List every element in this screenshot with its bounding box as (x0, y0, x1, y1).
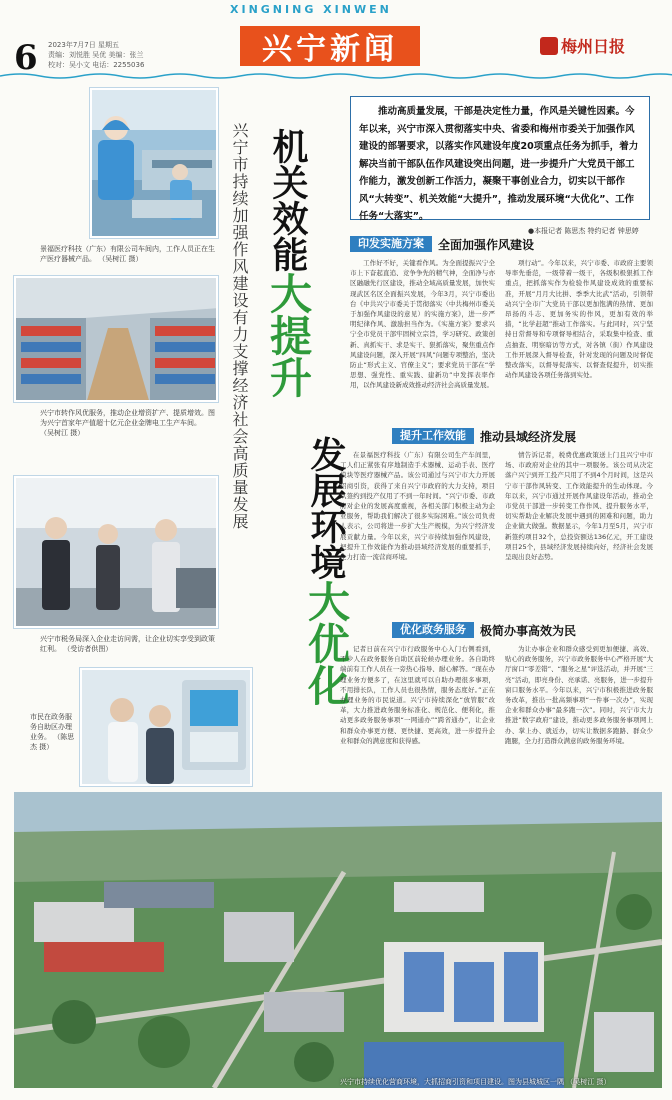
section-2-col-2: 情告诉记者，税费优惠政策送上门且兴宁中市场、市政府对企业的其中一项服务。该公司从决定落户兴宁到开工投产只用了不到4个月时间，这是兴宁市干部作风转变、工作效能提升的生动体现。今年以来，兴宁市通过开展作风建设年活动，推动全市党员干部进一步转变工作作风、提升服务水平，切实帮助企业解决发展中遇到的困难和问题，助力企业做大做强。数据显示，今年1月至5月，兴宁市新签约项目32个，总投资额达136亿元，开工建设项目25个，县域经济发展持续向好，经济社会发展呈现出良好态势。 (505, 451, 653, 562)
section-1-col-1: 工作好不好，关键看作风。为全面提振兴宁全市上下奋起直追、竞争争先的精气神，全面净与亦区融融先行区建设，推动全域高质量发展，加快实现武区名区全面振兴发展，今年3月，兴宁市委出台《中共兴宁市委关于贯彻落实（中共梅州市委关于加强作风建设的意见）的实施方案》，进一步严明纪律作风、激励担当作为。《实施方案》要求兴宁全市党员干部牢固树立宗旨，学习研究、政策创新、真抓实干、求是实干、狠抓落实，聚焦重点作风建设问题，深入开展“四风”问题专项整治，坚决防止“形式主义、官僚主义”；要求党员干部在“学思想、强党性、重实践、建新功”中发挥表率作用，以作风建设新成效推动经济社会高质量发展。 (350, 259, 495, 390)
section-1-tag: 印发实施方案 (350, 236, 432, 252)
section-1-header (350, 236, 534, 252)
masthead-wave-divider (0, 72, 672, 80)
photo-medical-factory (90, 88, 218, 238)
photo-aerial-city (14, 792, 662, 1088)
headline-part-1-b: 大提升 (264, 272, 313, 398)
section-1-title: 全面加强作风建设 (438, 237, 535, 252)
section-3-col-2: 为让办事企业和群众感受到更加便捷、高效、贴心的政务服务，兴宁市政务服务中心严格开展“大厅窗口“零差错”、“服务之星”评选活动，并开展“三亮”活动，即亮身份、亮承诺、亮服务，进一步提升窗口服务水平。今年以来，兴宁市积极推进政务服务改革，推出一批高频事项“一件事一次办”，实现企业和群众办事“最多跑一次”。同时，兴宁市大力推进“数字政府”建设，推动更多政务服务事项网上办、掌上办、就近办，切实让数据多跑路、群众少跑腿，全力打造群众满意的政务服务环境。 (505, 645, 653, 745)
byline: ●本报记者 陈思杰 特约记者 钟思婷 (528, 227, 639, 235)
section-2-tag: 提升工作效能 (392, 428, 474, 444)
section-3-header (392, 622, 576, 638)
photo-self-service (80, 668, 252, 786)
section-2-title: 推动县域经济发展 (480, 429, 577, 444)
headline-part-1-a: 机关效能 (267, 128, 309, 272)
page-meta (48, 40, 144, 70)
section-3-col-1: 记者日前在兴宁市行政服务中心入门右侧看到，不少人在政务服务自助区前轮候办理业务。各自助终端前有工作人员在一旁热心指导、耐心解答。“现在办理业务方便多了，在这里就可以自助办理很多事项，不用排长队，工作人员也很热情，服务态度好。”正在办理业务的市民说道。兴宁市持续深化“放管服”改革，大力推进政务服务标准化、规范化、便利化，推动更多政务服务事项“一网通办”“跨省通办”，让企业和群众办事更方便、更快捷、更高效，进一步提升企业和群众的满意度和获得感。 (340, 645, 495, 745)
headline-part-2-a: 发展环境 (305, 436, 347, 580)
photo-warehouse (14, 276, 218, 402)
intro-box: 推动高质量发展，干部是决定性力量，作风是关键性因素。今年以来，兴宁市深入贯彻落实中央、省委和梅州市委关于加强作风建设的部署要求，以落实作风建设年度20项重点任务为抓手，着力解决当前干部队伍作风建设突出问题，进一步提升广大党员干部工作能力，激发创新工作活力，凝聚干事创业合力，切实以干部作风“大转变”、机关效能“大提升”，推动发展环境“大优化”、工作任务“大落实”。 (350, 96, 650, 220)
section-2-col-1: 在景福医疗科技（广东）有限公司生产车间里，工人们正紧张有序地制造手术器械、运动手表、医疗模块等医疗器械产品。该公司通过与兴宁市大力开展招商引资，获得了来自兴宁市政府的大力支持，项目从签约到投产仅用了不到一年时间。“兴宁市委、市政府对企业的发展高度重视，各相关部门积极主动为企业服务，帮助我们解决了很多实际困难。”该公司负责人表示，公司将进一步扩大生产规模，为兴宁经济发展贡献力量。今年以来，兴宁市持续加强作风建设，把提升工作效能作为推动县域经济发展的重要抓手，全力打造一流营商环境。 (340, 451, 495, 562)
pinyin-title: XINGNING XINWEN (230, 3, 392, 16)
meta-editors: 责编：刘悦胜 吴优 美编：张兰 (48, 51, 144, 59)
headline-subtitle: 兴宁市持续加强作风建设有力支撑经济社会高质量发展 (230, 122, 249, 530)
section-1-col-2: 项行动”。今年以来，兴宁市委、市政府主要领导率先垂范，一级带着一级干，各级积极狠抓工作重点，把抓落实作为检验作风建设成效的重要标准，开展“月月大比拼、季季大比武”活动，引领带动兴宁全市广大党员干部以更加饱满的热情、更加昂扬的斗志、更加务实的作风，更加有效的举措，“比学赶超”推动工作落实。与此同时，兴宁坚持日常督导和专项督导相结合，采取集中检查、重点抽查、明察暗访等方式，对各镇（街）作风建设工作开展深入督导检查，针对发现的问题及时督促整改落实，以督导促落实、以督查促提升，切实推动作风建设各项任务落到实处。 (505, 259, 653, 380)
photo-tax-visit (14, 476, 218, 628)
paper-seal-icon (540, 37, 558, 55)
section-2-header (392, 428, 576, 444)
meta-proof: 校对：吴小文 电话：2255036 (48, 61, 145, 69)
headline-part-1 (264, 128, 313, 398)
meta-date: 2023年7月7日 星期五 (48, 41, 119, 49)
paper-logo (540, 34, 625, 57)
section-banner: 兴宁新闻 (240, 26, 420, 66)
masthead (0, 0, 672, 80)
caption-photo-4: 市民在政务服务自助区办理业务。 （陈思杰 摄） (30, 713, 75, 751)
headline-part-2-b: 大优化 (302, 580, 351, 706)
caption-photo-1: 景福医疗科技（广东）有限公司车间内，工作人员正在生产医疗器械产品。 （吴树江 摄） (40, 245, 215, 263)
section-3-title: 极简办事高效为民 (480, 623, 577, 638)
caption-aerial: 兴宁市持续优化营商环境，大抓招商引资和项目建设。图为县城城区一隅 （吴树江 摄） (340, 1078, 611, 1086)
caption-photo-3: 兴宁市税务局深入企业走访问需，让企业切实享受到政策红利。 （受访者供图） (40, 635, 215, 653)
caption-photo-2: 兴宁市转作风优服务，推动企业增资扩产、提质增效。图为兴宁首家年产值超十亿元企业金牌电工生产车间。 （吴树江 摄） (40, 409, 215, 437)
page-number: 6 (14, 38, 38, 78)
paper-name: 梅州日报 (561, 37, 626, 56)
section-3-tag: 优化政务服务 (392, 622, 474, 638)
